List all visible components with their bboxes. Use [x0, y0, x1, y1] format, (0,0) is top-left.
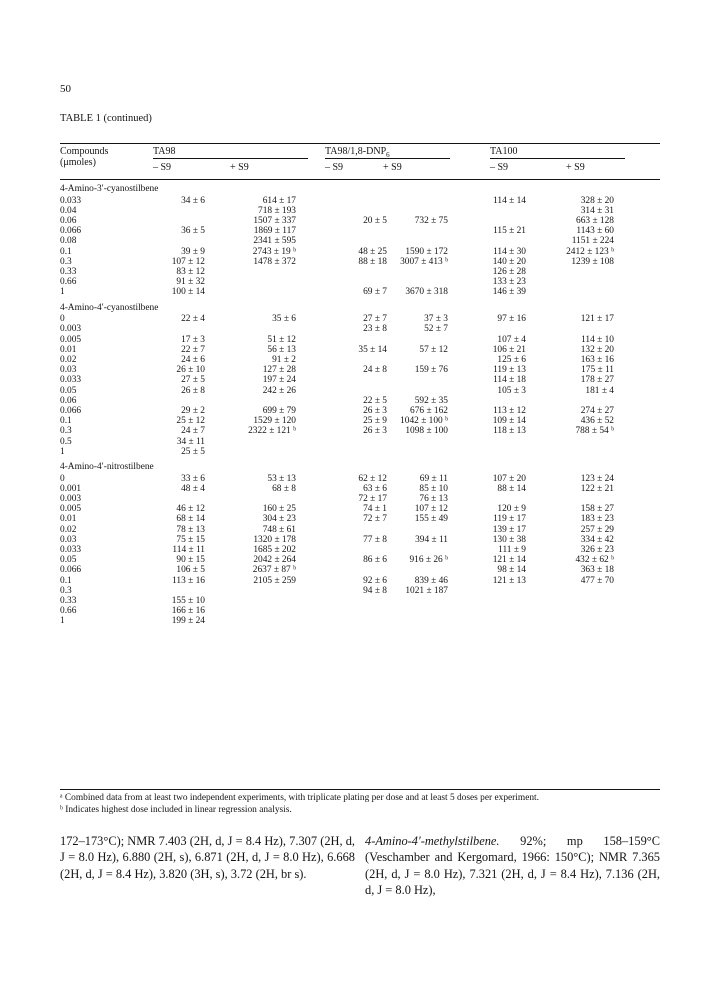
cell-ta100-minus-s9: 113 ± 12	[493, 405, 526, 416]
footnote-a: ᵃ Combined data from at least two independent experiments, with triplicate plating per dose and at least 5 doses per experiment.	[60, 793, 539, 803]
table-row	[60, 606, 660, 616]
table-row	[60, 355, 660, 365]
table-row	[60, 437, 660, 447]
cell-ta100-minus-s9: 115 ± 21	[493, 226, 526, 237]
cell-ta100-plus-s9: 326 ± 23	[580, 544, 614, 555]
cell-dose: 0.01	[60, 514, 77, 525]
cell-dose: 0.066	[60, 405, 82, 416]
cell-ta98-minus-s9: 113 ± 16	[172, 575, 205, 586]
cell-dose: 0.03	[60, 365, 77, 376]
table-row	[60, 596, 660, 606]
table-row	[60, 416, 660, 426]
cell-dnp-plus-s9: 1098 ± 100	[405, 426, 448, 437]
cell-dnp-plus-s9: 57 ± 12	[419, 344, 448, 355]
cell-dnp-plus-s9: 3007 ± 413 ᵇ	[400, 256, 448, 267]
cell-ta98-minus-s9: 34 ± 6	[181, 195, 205, 206]
cell-dnp-minus-s9: 26 ± 3	[363, 405, 387, 416]
cell-dnp-plus-s9: 916 ± 26 ᵇ	[409, 555, 448, 566]
cell-ta98-minus-s9: 68 ± 14	[176, 514, 205, 525]
table-row	[60, 474, 660, 484]
cell-ta100-plus-s9: 788 ± 54 ᵇ	[575, 426, 614, 437]
cell-ta100-minus-s9: 107 ± 20	[492, 473, 526, 484]
header-group-ta100: TA100	[490, 146, 518, 157]
cell-ta100-minus-s9: 121 ± 14	[492, 555, 526, 566]
cell-dnp-minus-s9: 20 ± 5	[363, 215, 387, 226]
cell-ta98-plus-s9: 160 ± 25	[262, 504, 296, 515]
cell-ta100-plus-s9: 175 ± 11	[581, 365, 614, 376]
cell-dose: 0.033	[60, 375, 82, 386]
cell-ta100-minus-s9: 88 ± 14	[497, 483, 526, 494]
table-row	[60, 196, 660, 206]
cell-dose: 0.1	[60, 246, 72, 257]
cell-dnp-minus-s9: 22 ± 5	[363, 395, 387, 406]
cell-dnp-minus-s9: 92 ± 6	[363, 575, 387, 586]
cell-ta98-minus-s9: 27 ± 5	[181, 375, 205, 386]
cell-dnp-plus-s9: 69 ± 11	[419, 473, 448, 484]
cell-dose: 0.01	[60, 344, 77, 355]
cell-dose: 0.3	[60, 256, 72, 267]
cell-dnp-minus-s9: 86 ± 6	[363, 555, 387, 566]
cell-ta98-minus-s9: 78 ± 13	[176, 524, 205, 535]
cell-dnp-plus-s9: 592 ± 35	[414, 395, 448, 406]
table-row	[60, 287, 660, 297]
cell-dnp-plus-s9: 159 ± 76	[414, 365, 448, 376]
cell-ta98-plus-s9: 197 ± 24	[262, 375, 296, 386]
cell-dnp-plus-s9: 1590 ± 172	[405, 246, 448, 257]
cell-dose: 0.1	[60, 416, 72, 427]
header-compounds: Compounds	[60, 146, 109, 157]
cell-ta98-minus-s9: 199 ± 24	[171, 616, 205, 627]
cell-ta98-minus-s9: 22 ± 4	[181, 314, 205, 325]
cell-dnp-minus-s9: 63 ± 6	[363, 483, 387, 494]
table-row	[60, 555, 660, 565]
cell-ta100-plus-s9: 1151 ± 224	[571, 236, 614, 247]
cell-ta98-minus-s9: 39 ± 9	[181, 246, 205, 257]
cell-ta100-minus-s9: 98 ± 14	[497, 565, 526, 576]
cell-ta98-minus-s9: 24 ± 7	[181, 426, 205, 437]
cell-ta98-minus-s9: 26 ± 10	[176, 365, 205, 376]
cell-ta98-plus-s9: 304 ± 23	[262, 514, 296, 525]
cell-ta98-plus-s9: 1507 ± 337	[253, 215, 296, 226]
header-ta100-minus-s9: – S9	[490, 162, 509, 173]
cell-ta100-minus-s9: 107 ± 4	[497, 334, 526, 345]
header-dnp-minus-s9: – S9	[325, 162, 344, 173]
cell-ta100-plus-s9: 663 ± 128	[576, 215, 614, 226]
cell-dnp-minus-s9: 72 ± 17	[358, 494, 387, 505]
table-row	[60, 267, 660, 277]
cell-dose: 0.08	[60, 236, 77, 247]
page-number: 50	[60, 83, 71, 95]
table-row	[60, 277, 660, 287]
table-row	[60, 396, 660, 406]
cell-dose: 0.5	[60, 436, 72, 447]
section-heading: 4-Amino-4′-nitrostilbene	[60, 462, 154, 473]
cell-dnp-plus-s9: 1021 ± 187	[405, 585, 448, 596]
table-row	[60, 565, 660, 575]
cell-dnp-minus-s9: 25 ± 9	[363, 416, 387, 427]
cell-ta98-plus-s9: 56 ± 13	[267, 344, 296, 355]
section-heading: 4-Amino-3′-cyanostilbene	[60, 184, 159, 194]
cell-ta98-plus-s9: 1478 ± 372	[253, 256, 296, 267]
table-row	[60, 406, 660, 416]
cell-ta98-minus-s9: 36 ± 5	[181, 226, 205, 237]
cell-ta98-minus-s9: 75 ± 15	[176, 534, 205, 545]
cell-ta98-minus-s9: 24 ± 6	[181, 355, 205, 365]
cell-dnp-plus-s9: 839 ± 46	[414, 575, 448, 586]
cell-dnp-minus-s9: 27 ± 7	[363, 314, 387, 325]
cell-dnp-minus-s9: 35 ± 14	[358, 344, 387, 355]
header-bottom-rule	[60, 179, 660, 180]
group-rule-ta98-dnp	[325, 158, 450, 159]
cell-ta98-minus-s9: 106 ± 5	[176, 565, 205, 576]
cell-ta100-plus-s9: 432 ± 62 ᵇ	[575, 555, 614, 566]
cell-dose: 0.05	[60, 385, 77, 396]
cell-ta100-minus-s9: 119 ± 13	[493, 365, 526, 376]
cell-dnp-minus-s9: 23 ± 8	[363, 324, 387, 335]
cell-ta98-minus-s9: 34 ± 11	[176, 436, 205, 447]
cell-dose: 0.005	[60, 504, 82, 515]
header-ta100-plus-s9: + S9	[566, 162, 585, 173]
cell-ta98-plus-s9: 127 ± 28	[262, 365, 296, 376]
cell-ta100-plus-s9: 181 ± 4	[585, 385, 614, 396]
cell-dose: 0.33	[60, 595, 77, 606]
cell-dose: 0.33	[60, 266, 77, 277]
cell-ta98-minus-s9: 25 ± 12	[176, 416, 205, 427]
cell-dose: 0.001	[60, 483, 82, 494]
compound-heading: 4-Amino-4′-methylstilbene.	[365, 834, 500, 848]
cell-dose: 0.02	[60, 355, 77, 365]
cell-ta100-plus-s9: 1239 ± 108	[571, 256, 614, 267]
cell-dose: 0.04	[60, 205, 77, 216]
cell-ta100-minus-s9: 114 ± 18	[493, 375, 526, 386]
cell-dnp-minus-s9: 26 ± 3	[363, 426, 387, 437]
body-paragraph-right	[365, 833, 660, 898]
table-row	[60, 247, 660, 257]
header-group-subscript: 6	[386, 151, 390, 159]
cell-ta100-plus-s9: 334 ± 42	[580, 534, 614, 545]
table-top-rule	[60, 143, 660, 144]
cell-ta100-minus-s9: 106 ± 21	[492, 344, 526, 355]
cell-ta100-plus-s9: 436 ± 52	[580, 416, 614, 427]
cell-ta98-minus-s9: 29 ± 2	[181, 405, 205, 416]
group-rule-ta98	[153, 158, 308, 159]
table-row	[60, 375, 660, 385]
cell-dnp-minus-s9: 24 ± 8	[363, 365, 387, 376]
cell-dose: 0.3	[60, 426, 72, 437]
cell-dnp-minus-s9: 62 ± 12	[358, 473, 387, 484]
table-row	[60, 335, 660, 345]
cell-dose: 0.05	[60, 555, 77, 566]
body-paragraph-left: 172–173°C); NMR 7.403 (2H, d, J = 8.4 Hz), 7.307 (2H, d, J = 8.0 Hz), 6.880 (2H, s), 6.871 (2H, d, J = 8.0 Hz), 6.668 (2H, d, J = 8.4 Hz), 3.820 (3H, s), 3.72 (2H, br s).	[60, 834, 355, 881]
cell-ta100-minus-s9: 105 ± 3	[497, 385, 526, 396]
cell-dose: 0.66	[60, 277, 77, 288]
table-row	[60, 236, 660, 246]
cell-ta100-minus-s9: 119 ± 17	[493, 514, 526, 525]
cell-ta100-minus-s9: 126 ± 28	[492, 266, 526, 277]
cell-ta100-minus-s9: 146 ± 39	[492, 287, 526, 298]
table-row	[60, 206, 660, 216]
cell-ta98-minus-s9: 48 ± 4	[181, 483, 205, 494]
cell-ta100-plus-s9: 132 ± 20	[580, 344, 614, 355]
section-heading: 4-Amino-4′-cyanostilbene	[60, 302, 159, 313]
cell-dose: 0.005	[60, 334, 82, 345]
cell-dnp-plus-s9: 37 ± 3	[424, 314, 448, 325]
cell-ta98-plus-s9: 53 ± 13	[267, 473, 296, 484]
header-ta98-plus-s9: + S9	[230, 162, 249, 173]
cell-ta100-plus-s9: 121 ± 17	[580, 314, 614, 325]
cell-ta100-plus-s9: 328 ± 20	[580, 195, 614, 206]
table-row	[60, 314, 660, 324]
cell-dose: 0.02	[60, 524, 77, 535]
cell-ta100-plus-s9: 257 ± 29	[580, 524, 614, 535]
cell-dose: 1	[60, 287, 65, 298]
cell-ta98-minus-s9: 166 ± 16	[171, 606, 205, 617]
cell-dnp-plus-s9: 107 ± 12	[414, 504, 448, 515]
cell-dnp-plus-s9: 155 ± 49	[414, 514, 448, 525]
cell-dose: 0.033	[60, 544, 82, 555]
table-row	[60, 365, 660, 375]
header-group-ta98-dnp: $TA98/1,8-DNP_6$	[325, 146, 390, 159]
cell-dnp-plus-s9: 76 ± 13	[419, 494, 448, 505]
header-ta98-minus-s9: – S9	[153, 162, 172, 173]
table-row	[60, 345, 660, 355]
cell-dnp-minus-s9: 94 ± 8	[363, 585, 387, 596]
cell-ta100-minus-s9: 130 ± 38	[492, 534, 526, 545]
cell-dnp-plus-s9: 732 ± 75	[414, 215, 448, 226]
cell-ta100-plus-s9: 122 ± 21	[580, 483, 614, 494]
cell-dnp-minus-s9: 48 ± 25	[358, 246, 387, 257]
cell-ta98-minus-s9: 22 ± 7	[181, 344, 205, 355]
body-text-right-column	[365, 833, 660, 898]
cell-ta98-plus-s9: 748 ± 61	[262, 524, 296, 535]
cell-ta100-plus-s9: 477 ± 70	[580, 575, 614, 586]
table-row	[60, 616, 660, 626]
cell-dose: 0.1	[60, 575, 72, 586]
cell-ta100-minus-s9: 111 ± 9	[498, 544, 526, 555]
cell-ta98-minus-s9: 90 ± 15	[176, 555, 205, 566]
cell-ta100-plus-s9: 158 ± 27	[580, 504, 614, 515]
cell-ta98-plus-s9: 51 ± 12	[267, 334, 296, 345]
cell-ta98-plus-s9: 1529 ± 120	[253, 416, 296, 427]
cell-dnp-plus-s9: 1042 ± 100 ᵇ	[400, 416, 448, 427]
cell-dnp-minus-s9: 72 ± 7	[363, 514, 387, 525]
cell-dose: 0.66	[60, 606, 77, 617]
cell-ta100-plus-s9: 2412 ± 123 ᵇ	[566, 246, 614, 257]
cell-ta98-plus-s9: 242 ± 26	[262, 385, 296, 396]
cell-dose: 0	[60, 473, 65, 484]
table-title: TABLE 1 (continued)	[60, 113, 152, 124]
cell-dnp-minus-s9: 88 ± 18	[358, 256, 387, 267]
header-group-ta98: TA98	[153, 146, 176, 157]
cell-dose: 0.3	[60, 585, 72, 596]
table-row	[60, 525, 660, 535]
table-row	[60, 545, 660, 555]
cell-ta98-minus-s9: 107 ± 12	[171, 256, 205, 267]
cell-dnp-minus-s9: 74 ± 1	[363, 504, 387, 515]
cell-ta98-plus-s9: 699 ± 79	[262, 405, 296, 416]
cell-dnp-plus-s9: 394 ± 11	[415, 534, 448, 545]
body-text-left-column	[60, 833, 355, 882]
table-row	[60, 576, 660, 586]
cell-ta98-plus-s9: 1869 ± 117	[253, 226, 296, 237]
cell-ta100-minus-s9: 140 ± 20	[492, 256, 526, 267]
cell-ta100-plus-s9: 178 ± 27	[580, 375, 614, 386]
cell-ta100-plus-s9: 114 ± 10	[581, 334, 614, 345]
cell-dnp-plus-s9: 3670 ± 318	[405, 287, 448, 298]
cell-dose: 0.06	[60, 395, 77, 406]
cell-ta98-plus-s9: 1685 ± 202	[253, 544, 296, 555]
header-dnp-plus-s9: + S9	[383, 162, 402, 173]
cell-ta98-minus-s9: 33 ± 6	[181, 473, 205, 484]
cell-dose: 0.033	[60, 195, 82, 206]
cell-dose: 0.06	[60, 215, 77, 226]
cell-ta100-minus-s9: 133 ± 23	[492, 277, 526, 288]
cell-ta100-plus-s9: 1143 ± 60	[576, 226, 614, 237]
cell-ta98-minus-s9: 83 ± 12	[176, 266, 205, 277]
cell-ta98-plus-s9: 718 ± 193	[258, 205, 296, 216]
cell-ta100-minus-s9: 114 ± 14	[493, 195, 526, 206]
cell-dose: 0.03	[60, 534, 77, 545]
cell-ta100-plus-s9: 274 ± 27	[580, 405, 614, 416]
cell-ta100-minus-s9: 118 ± 13	[493, 426, 526, 437]
cell-dose: 1	[60, 616, 65, 627]
cell-dose: 0.066	[60, 226, 82, 237]
cell-ta100-plus-s9: 123 ± 24	[580, 473, 614, 484]
cell-ta98-plus-s9: 2042 ± 264	[253, 555, 296, 566]
cell-ta98-minus-s9: 114 ± 11	[172, 544, 205, 555]
cell-ta100-minus-s9: 120 ± 9	[497, 504, 526, 515]
table-row	[60, 386, 660, 396]
cell-dnp-minus-s9: 77 ± 8	[363, 534, 387, 545]
table-row	[60, 484, 660, 494]
cell-ta98-plus-s9: 2322 ± 121 ᵇ	[248, 426, 296, 437]
table-row	[60, 426, 660, 436]
footnote-b: ᵇ Indicates highest dose included in linear regression analysis.	[60, 805, 292, 815]
compound-description: 92%; mp 158–159°C (Veschamber and Kergomard, 1966: 150°C); NMR 7.365 (2H, d, J = 8.0 Hz), 7.321 (2H, d, J = 8.4 Hz), 7.136 (2H, d, J = 8.0 Hz),	[365, 834, 660, 897]
cell-ta100-plus-s9: 163 ± 16	[580, 355, 614, 365]
cell-ta98-plus-s9: 1320 ± 178	[253, 534, 296, 545]
cell-ta98-minus-s9: 17 ± 3	[181, 334, 205, 345]
cell-ta100-plus-s9: 314 ± 31	[580, 205, 614, 216]
table-row	[60, 447, 660, 457]
cell-ta98-plus-s9: 91 ± 2	[272, 355, 296, 365]
cell-dose: 0.066	[60, 565, 82, 576]
table-row	[60, 586, 660, 596]
cell-dose: 1	[60, 446, 65, 457]
cell-dose: 0.003	[60, 494, 82, 505]
cell-ta98-minus-s9: 100 ± 14	[171, 287, 205, 298]
cell-ta98-minus-s9: 25 ± 5	[181, 446, 205, 457]
cell-dnp-plus-s9: 85 ± 10	[419, 483, 448, 494]
cell-ta100-minus-s9: 97 ± 16	[497, 314, 526, 325]
cell-ta98-plus-s9: 614 ± 17	[262, 195, 296, 206]
cell-ta98-minus-s9: 26 ± 8	[181, 385, 205, 396]
table-row	[60, 504, 660, 514]
cell-ta98-plus-s9: 2743 ± 19 ᵇ	[252, 246, 296, 257]
cell-ta100-minus-s9: 121 ± 13	[492, 575, 526, 586]
cell-dose: 0.003	[60, 324, 82, 335]
table-row	[60, 535, 660, 545]
table-row	[60, 514, 660, 524]
cell-ta100-minus-s9: 139 ± 17	[492, 524, 526, 535]
cell-dnp-plus-s9: 676 ± 162	[410, 405, 448, 416]
table-body	[60, 183, 660, 626]
cell-ta100-plus-s9: 363 ± 18	[580, 565, 614, 576]
table-row	[60, 226, 660, 236]
cell-dnp-plus-s9: 52 ± 7	[424, 324, 448, 335]
cell-ta100-plus-s9: 183 ± 23	[580, 514, 614, 525]
table-row	[60, 324, 660, 334]
cell-dose: 0	[60, 314, 65, 325]
cell-ta98-plus-s9: 35 ± 6	[272, 314, 296, 325]
cell-dnp-minus-s9: 69 ± 7	[363, 287, 387, 298]
cell-ta98-minus-s9: 155 ± 10	[171, 595, 205, 606]
cell-ta100-minus-s9: 109 ± 14	[492, 416, 526, 427]
table-row	[60, 216, 660, 226]
group-rule-ta100	[490, 158, 625, 159]
header-units: (μmoles)	[60, 157, 96, 168]
cell-ta98-minus-s9: 46 ± 12	[176, 504, 205, 515]
cell-ta100-minus-s9: 114 ± 30	[493, 246, 526, 257]
cell-ta98-plus-s9: 2637 ± 87 ᵇ	[252, 565, 296, 576]
cell-ta100-minus-s9: 125 ± 6	[497, 355, 526, 365]
table-row	[60, 257, 660, 267]
cell-ta98-plus-s9: 68 ± 8	[272, 483, 296, 494]
cell-ta98-minus-s9: 91 ± 32	[176, 277, 205, 288]
table-row	[60, 494, 660, 504]
cell-ta98-plus-s9: 2105 ± 259	[253, 575, 296, 586]
cell-ta98-plus-s9: 2341 ± 595	[253, 236, 296, 247]
table-bottom-rule	[60, 789, 660, 790]
